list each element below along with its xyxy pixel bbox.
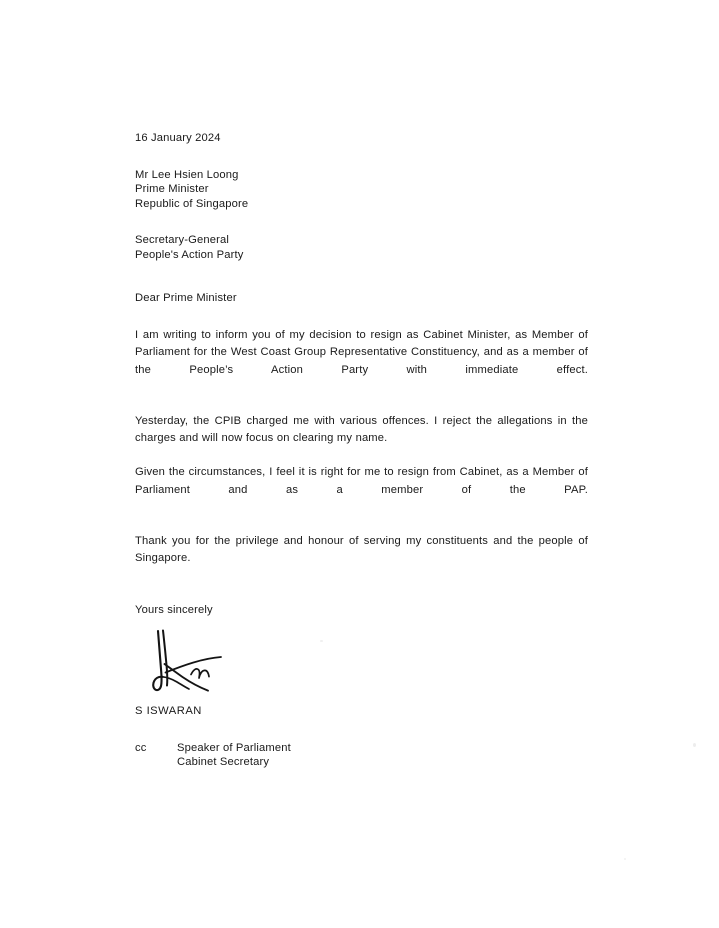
salutation: Dear Prime Minister: [135, 291, 237, 304]
spacer: [135, 305, 588, 327]
cc-block: [135, 741, 588, 770]
cc-label: cc: [135, 741, 147, 754]
spacer: [135, 146, 588, 168]
scan-artifact-speck: [693, 743, 696, 747]
signature-area: [135, 628, 588, 702]
recipient-title: Prime Minister: [135, 183, 209, 196]
cc-recipient-list: [177, 741, 291, 770]
spacer: [135, 516, 588, 533]
body-paragraph-1: I am writing to inform you of my decision to resign as Cabinet Minister, as Member of Parliament for the West Coast Group Representative Constituency, and as a member of the People’s Action Party with immediate effect.: [135, 329, 588, 376]
cc-recipient: Cabinet Secretary: [177, 756, 270, 769]
recipient-name: Mr Lee Hsien Loong: [135, 168, 239, 181]
spacer: [135, 447, 588, 464]
recipient-party-block: [135, 233, 588, 262]
closing-salutation: Yours sincerely: [135, 604, 213, 617]
recipient-address-block: [135, 168, 588, 212]
recipient-party-name: People's Action Party: [135, 248, 244, 261]
letter-date: 16 January 2024: [135, 132, 221, 144]
cc-recipient: Speaker of Parliament: [177, 741, 291, 754]
spacer: [135, 263, 588, 291]
scan-artifact-speck: [624, 858, 626, 860]
recipient-country: Republic of Singapore: [135, 197, 249, 210]
body-paragraph-4: Thank you for the privilege and honour of serving my constituents and the people of Singapore.: [135, 534, 588, 565]
body-paragraph-3: Given the circumstances, I feel it is right for me to resign from Cabinet, as a Member of Parliament and as a member of the PAP.: [135, 466, 588, 496]
spacer: [135, 396, 588, 413]
body-paragraph-2: Yesterday, the CPIB charged me with various offences. I reject the allegations in the charges and will now focus on clearing my name.: [135, 414, 588, 445]
spacer: [135, 567, 588, 603]
handwritten-signature-icon: [139, 628, 239, 702]
spacer: [135, 211, 588, 233]
letter-body: [135, 131, 588, 770]
recipient-party-role: Secretary-General: [135, 234, 229, 247]
signer-name: S ISWARAN: [135, 704, 202, 717]
